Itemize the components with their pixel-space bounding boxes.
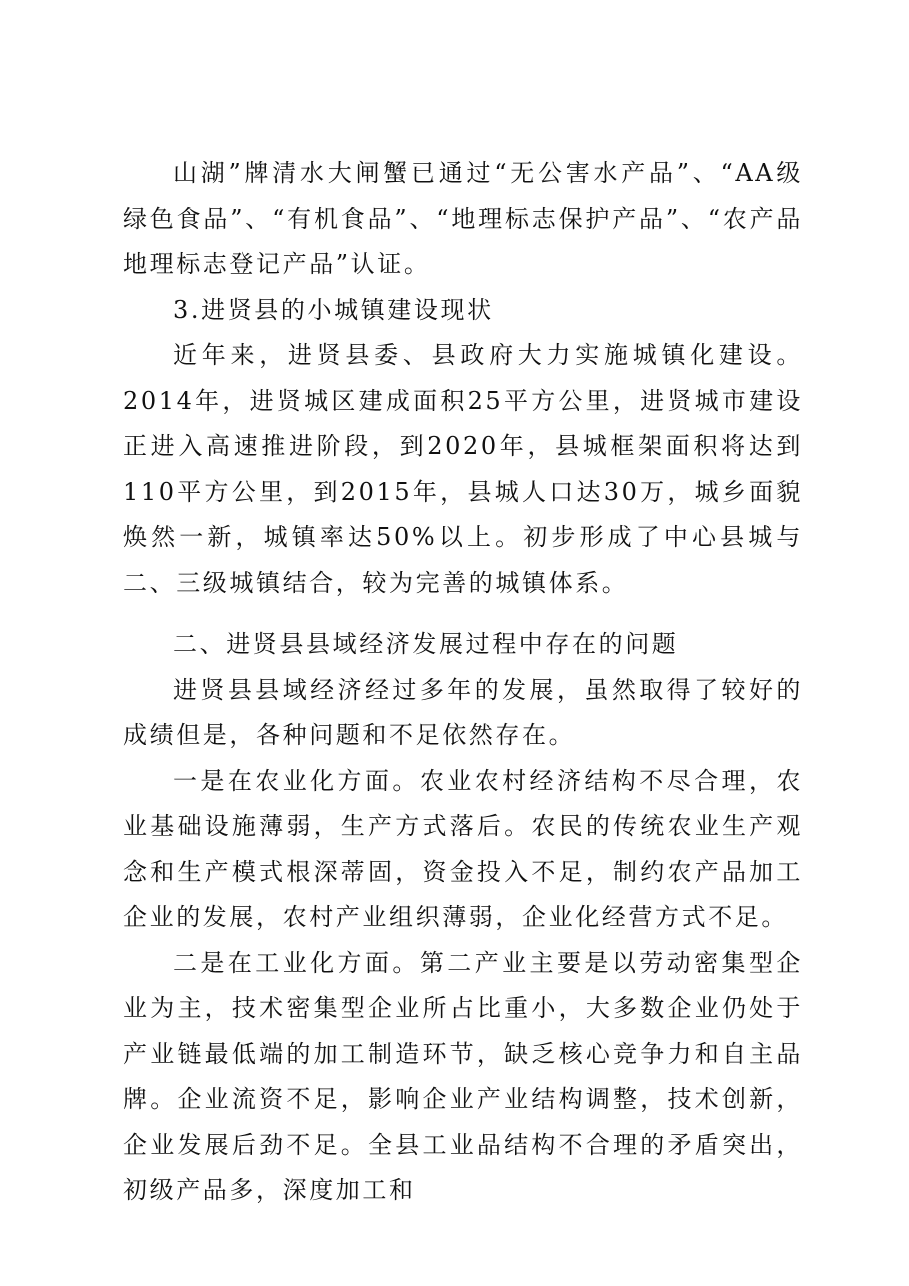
section-heading-3: 3.进贤县的小城镇建设现状 <box>173 295 494 324</box>
paragraph-continuation: 山湖”牌清水大闸蟹已通过“无公害水产品”、“AA级绿色食品”、“有机食品”、“地理标志保护产品”、“农产品地理标志登记产品”认证。 <box>123 159 803 278</box>
paragraph-agriculture: 一是在农业化方面。农业农村经济结构不尽合理，农业基础设施薄弱，生产方式落后。农民的传统农业生产观念和生产模式根深蒂固，资金投入不足，制约农产品加工企业的发展，农村产业组织薄弱，企业化经营方式不足。 <box>123 766 803 931</box>
document-body <box>123 151 803 1214</box>
paragraph-intro-problems: 进贤县县域经济经过多年的发展，虽然取得了较好的成绩但是，各种问题和不足依然存在。 <box>123 675 803 749</box>
section-heading-problems: 二、进贤县县域经济发展过程中存在的问题 <box>173 630 679 658</box>
paragraph-town-construction: 近年来，进贤县委、县政府大力实施城镇化建设。2014年，进贤城区建成面积25平方公里，进贤城市建设正进入高速推进阶段，到2020年，县城框架面积将达到110平方公里，到2015年，县城人口达30万，城乡面貌焕然一新，城镇率达50%以上。初步形成了中心县城与二、三级城镇结合，较为完善的城镇体系。 <box>123 341 803 597</box>
paragraph-industry: 二是在工业化方面。第二产业主要是以劳动密集型企业为主，技术密集型企业所占比重小，大多数企业仍处于产业链最低端的加工制造环节，缺乏核心竞争力和自主品牌。企业流资不足，影响企业产业结构调整，技术创新，企业发展后劲不足。全县工业品结构不合理的矛盾突出，初级产品多，深度加工和 <box>123 948 803 1204</box>
